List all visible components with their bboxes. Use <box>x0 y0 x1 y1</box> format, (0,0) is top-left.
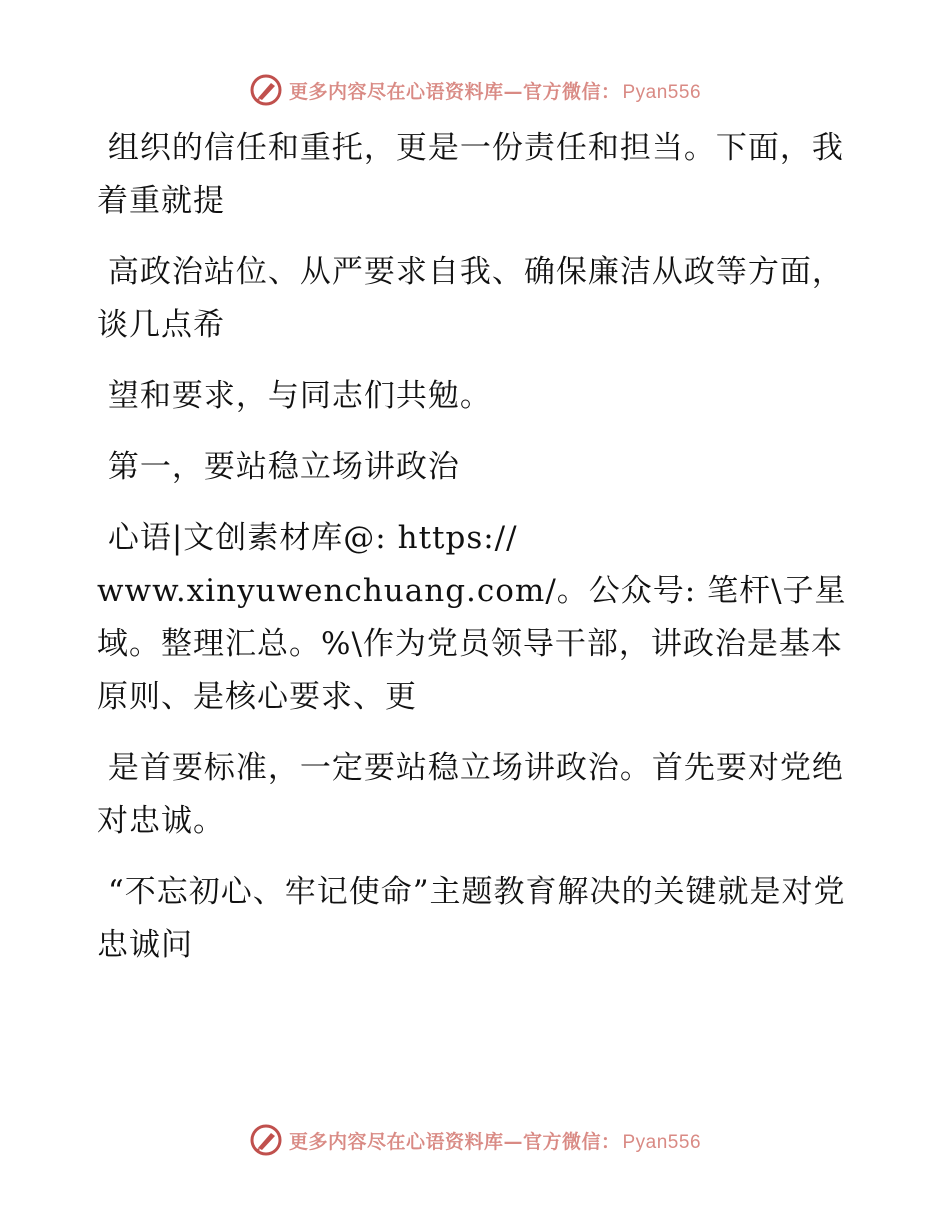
paragraph: 是首要标准，一定要站稳立场讲政治。首先要对党绝对忠诚。 <box>97 750 844 839</box>
watermark-text: 更多内容尽在心语资料库—官方微信： Pyan556 <box>288 1130 702 1153</box>
paragraph: “不忘初心、牢记使命”主题教育解决的关键就是对党忠诚问 <box>97 874 846 963</box>
paragraph: 心语|文创素材库@: https:// www.xinyuwenchuang.com/。公众号: 笔杆\子星域。整理汇总。%\作为党员领导干部，讲政治是基本原则、是核心要求、更 <box>97 520 847 715</box>
document-body <box>97 122 857 990</box>
footer-watermark <box>0 1120 950 1160</box>
watermark-text: 更多内容尽在心语资料库—官方微信： Pyan556 <box>288 80 702 103</box>
paragraph: 组织的信任和重托，更是一份责任和担当。下面，我着重就提 <box>97 130 844 219</box>
paragraph: 高政治站位、从严要求自我、确保廉洁从政等方面，谈几点希 <box>97 254 844 343</box>
pen-logo-icon <box>249 73 283 107</box>
section-heading: 第一，要站稳立场讲政治 <box>97 449 460 485</box>
paragraph: 望和要求，与同志们共勉。 <box>97 378 492 414</box>
header-watermark <box>0 70 950 110</box>
pen-logo-icon <box>249 1123 283 1157</box>
